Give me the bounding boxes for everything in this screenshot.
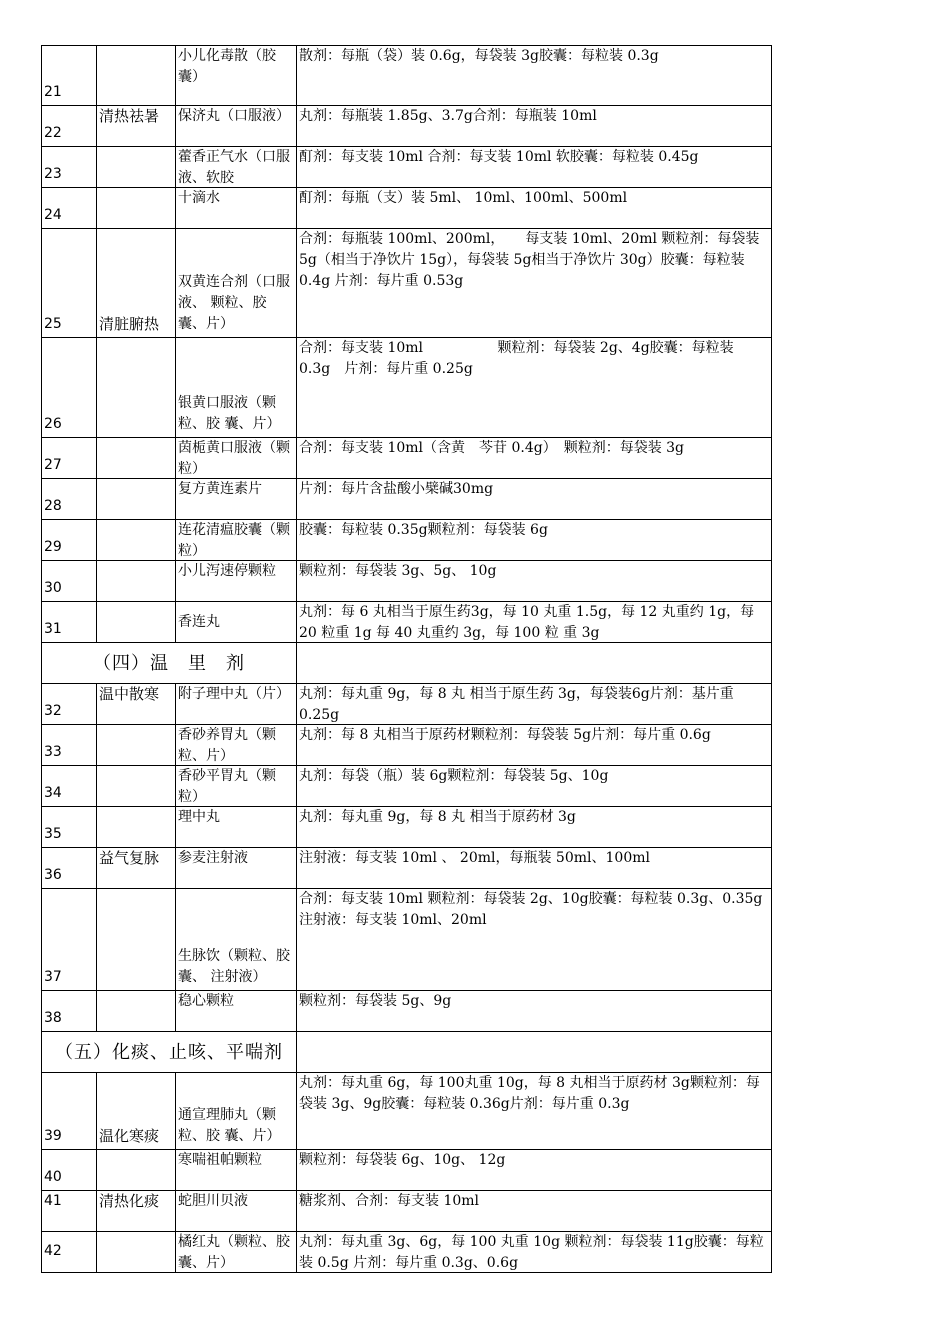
row-number-text: 37 bbox=[44, 969, 62, 985]
dosage-spec bbox=[297, 106, 772, 147]
drug-name-text: 生脉饮（颗粒、胶囊、 注射液） bbox=[178, 948, 290, 985]
table-row bbox=[42, 479, 772, 520]
dosage-spec-text: 酊剂：每支装 10ml 合剂：每支装 10ml 软胶囊：每粒装 0.45g bbox=[299, 149, 699, 165]
dosage-spec-text: 丸剂：每丸重 9g，每 8 丸 相当于原生药 3g，每袋装6g片剂：基片重 0.25g bbox=[299, 686, 734, 722]
dosage-spec-text: 合剂：每支装 10ml 颗粒剂：每袋装 2g、4g胶囊：每粒装 0.3g 片剂：每片重 0.25g bbox=[299, 340, 734, 377]
drug-name-text: 藿香正气水（口服液、软胶 bbox=[178, 149, 290, 185]
row-number bbox=[42, 147, 97, 188]
drug-name-text: 橘红丸（颗粒、胶囊、片） bbox=[178, 1234, 290, 1270]
row-number-text: 27 bbox=[44, 457, 62, 473]
drug-name bbox=[176, 889, 297, 991]
drug-name-text: 小儿泻速停颗粒 bbox=[178, 563, 276, 579]
dosage-spec bbox=[297, 991, 772, 1032]
table-row bbox=[42, 889, 772, 991]
row-number-text: 35 bbox=[44, 826, 62, 842]
dosage-spec bbox=[297, 807, 772, 848]
drug-name-text: 寒喘祖帕颗粒 bbox=[178, 1152, 262, 1168]
dosage-spec bbox=[297, 1150, 772, 1191]
category-cell bbox=[97, 438, 176, 479]
category-cell bbox=[97, 147, 176, 188]
dosage-spec-text: 酊剂：每瓶（支）装 5ml、 10ml、100ml、500ml bbox=[299, 190, 628, 206]
table-row bbox=[42, 438, 772, 479]
row-number bbox=[42, 229, 97, 338]
row-number bbox=[42, 766, 97, 807]
dosage-spec bbox=[297, 520, 772, 561]
row-number-text: 29 bbox=[44, 539, 62, 555]
drug-name bbox=[176, 438, 297, 479]
category-cell-text: 温化寒痰 bbox=[99, 1127, 160, 1145]
dosage-spec bbox=[297, 889, 772, 991]
table-row bbox=[42, 602, 772, 643]
table-row bbox=[42, 991, 772, 1032]
category-cell-text: 清热祛暑 bbox=[99, 107, 160, 125]
row-number-text: 34 bbox=[44, 785, 62, 801]
category-cell bbox=[97, 1073, 176, 1150]
row-number-text: 21 bbox=[44, 84, 62, 100]
drug-name-text: 香连丸 bbox=[178, 613, 220, 630]
row-number-text: 38 bbox=[44, 1010, 62, 1026]
category-cell bbox=[97, 807, 176, 848]
category-cell-text: 益气复脉 bbox=[99, 849, 160, 867]
row-number-text: 36 bbox=[44, 867, 62, 883]
row-number bbox=[42, 479, 97, 520]
dosage-spec-text: 丸剂：每丸重 9g，每 8 丸 相当于原药材 3g bbox=[299, 809, 576, 825]
drug-name-text: 保济丸（口服液） bbox=[178, 108, 290, 124]
dosage-spec-text: 注射液：每支装 10ml 、 20ml，每瓶装 50ml、100ml bbox=[299, 850, 650, 866]
category-cell bbox=[97, 188, 176, 229]
row-number bbox=[42, 991, 97, 1032]
section-spec-cell bbox=[297, 1032, 772, 1073]
table-row bbox=[42, 1150, 772, 1191]
table-row bbox=[42, 725, 772, 766]
table-row bbox=[42, 106, 772, 147]
row-number-text: 32 bbox=[44, 703, 62, 719]
section-spec-cell bbox=[297, 643, 772, 684]
drug-name-text: 附子理中丸（片） bbox=[178, 686, 290, 702]
drug-name-text: 香砂平胃丸（颗粒） bbox=[178, 768, 276, 804]
dosage-spec-text: 合剂：每支装 10ml（含黄 芩苷 0.4g） 颗粒剂：每袋装 3g bbox=[299, 440, 685, 456]
category-cell bbox=[97, 338, 176, 438]
category-cell bbox=[97, 479, 176, 520]
drug-name-text: 理中丸 bbox=[178, 809, 220, 825]
dosage-spec-text: 合剂：每瓶装 100ml、200ml， 每支装 10ml、20ml 颗粒剂：每袋装 5g（相当于净饮片 15g），每袋装 5g相当于净饮片 30g）胶囊：每粒装 0.4g 片剂：每片重 0.53g bbox=[299, 231, 760, 289]
row-number bbox=[42, 106, 97, 147]
row-number-text: 31 bbox=[44, 621, 62, 637]
drug-name bbox=[176, 991, 297, 1032]
dosage-spec bbox=[297, 848, 772, 889]
section-title: （四）温 里 剂 bbox=[42, 643, 297, 684]
row-number-text: 39 bbox=[44, 1128, 62, 1144]
row-number-text: 24 bbox=[44, 207, 62, 223]
drug-name bbox=[176, 1150, 297, 1191]
drug-name bbox=[176, 848, 297, 889]
category-cell-text: 清脏腑热 bbox=[99, 315, 160, 333]
dosage-spec bbox=[297, 46, 772, 106]
row-number bbox=[42, 1073, 97, 1150]
category-cell bbox=[97, 991, 176, 1032]
category-cell bbox=[97, 106, 176, 147]
dosage-spec bbox=[297, 1191, 772, 1232]
drug-name bbox=[176, 229, 297, 338]
row-number bbox=[42, 188, 97, 229]
table-row bbox=[42, 46, 772, 106]
drug-name-text: 小儿化毒散（胶囊） bbox=[178, 48, 276, 85]
dosage-spec-text: 丸剂：每丸重 6g，每 100丸重 10g，每 8 丸相当于原药材 3g颗粒剂：每袋装 3g、9g胶囊：每粒装 0.36g片剂：每片重 0.3g bbox=[299, 1075, 760, 1112]
table-row bbox=[42, 1073, 772, 1150]
dosage-spec bbox=[297, 229, 772, 338]
dosage-spec-text: 散剂：每瓶（袋）装 0.6g，每袋装 3g胶囊：每粒装 0.3g bbox=[299, 48, 659, 64]
drug-name bbox=[176, 807, 297, 848]
dosage-spec bbox=[297, 438, 772, 479]
dosage-spec-text: 丸剂：每丸重 3g、6g，每 100 丸重 10g 颗粒剂：每袋装 11g胶囊：每粒装 0.5g 片剂：每片重 0.3g、0.6g bbox=[299, 1234, 764, 1270]
dosage-spec bbox=[297, 479, 772, 520]
dosage-spec-text: 丸剂：每 6 丸相当于原生药3g，每 10 丸重 1.5g，每 12 丸重约 1g，每 20 粒重 1g 每 40 丸重约 3g，每 100 粒 重 3g bbox=[299, 604, 755, 640]
drug-name bbox=[176, 338, 297, 438]
drug-name-text: 复方黄连素片 bbox=[178, 481, 262, 497]
category-cell bbox=[97, 684, 176, 725]
table-row bbox=[42, 1191, 772, 1232]
row-number bbox=[42, 889, 97, 991]
dosage-spec bbox=[297, 561, 772, 602]
dosage-spec bbox=[297, 338, 772, 438]
drug-name-text: 稳心颗粒 bbox=[178, 993, 234, 1009]
drug-table bbox=[41, 45, 772, 1273]
drug-name-text: 蛇胆川贝液 bbox=[178, 1193, 248, 1209]
category-cell bbox=[97, 1232, 176, 1273]
drug-name-text: 连花清瘟胶囊（颗粒） bbox=[178, 522, 290, 558]
row-number-text: 25 bbox=[44, 316, 62, 332]
drug-name bbox=[176, 188, 297, 229]
table-row bbox=[42, 807, 772, 848]
row-number bbox=[42, 725, 97, 766]
row-number bbox=[42, 338, 97, 438]
table-row bbox=[42, 147, 772, 188]
drug-name-text: 通宣理肺丸（颗粒、胶 囊、片） bbox=[178, 1107, 281, 1144]
table-row bbox=[42, 684, 772, 725]
section-row bbox=[42, 1032, 772, 1073]
drug-name bbox=[176, 684, 297, 725]
drug-name bbox=[176, 725, 297, 766]
table-row bbox=[42, 561, 772, 602]
table-row bbox=[42, 520, 772, 561]
table-row bbox=[42, 338, 772, 438]
table-row bbox=[42, 1232, 772, 1273]
row-number-text: 40 bbox=[44, 1169, 62, 1185]
row-number-text: 22 bbox=[44, 125, 62, 141]
drug-name bbox=[176, 1232, 297, 1273]
row-number-text: 30 bbox=[44, 580, 62, 596]
row-number bbox=[42, 1150, 97, 1191]
row-number-text: 33 bbox=[44, 744, 62, 760]
category-cell bbox=[97, 602, 176, 643]
category-cell bbox=[97, 1150, 176, 1191]
drug-name bbox=[176, 766, 297, 807]
category-cell bbox=[97, 229, 176, 338]
dosage-spec-text: 胶囊：每粒装 0.35g颗粒剂：每袋装 6g bbox=[299, 522, 548, 538]
drug-name bbox=[176, 561, 297, 602]
category-cell bbox=[97, 561, 176, 602]
row-number-text: 41 bbox=[44, 1193, 62, 1209]
row-number bbox=[42, 561, 97, 602]
category-cell bbox=[97, 848, 176, 889]
row-number bbox=[42, 684, 97, 725]
drug-name-text: 银黄口服液（颗粒、胶 囊、片） bbox=[178, 395, 281, 432]
drug-table-body bbox=[42, 46, 772, 1273]
drug-name bbox=[176, 46, 297, 106]
drug-name bbox=[176, 106, 297, 147]
dosage-spec-text: 颗粒剂：每袋装 6g、10g、 12g bbox=[299, 1152, 506, 1168]
dosage-spec bbox=[297, 725, 772, 766]
drug-name bbox=[176, 1191, 297, 1232]
row-number bbox=[42, 438, 97, 479]
category-cell bbox=[97, 766, 176, 807]
table-row bbox=[42, 848, 772, 889]
row-number bbox=[42, 807, 97, 848]
dosage-spec bbox=[297, 602, 772, 643]
dosage-spec bbox=[297, 1073, 772, 1150]
drug-name-text: 参麦注射液 bbox=[178, 850, 248, 866]
category-cell bbox=[97, 46, 176, 106]
drug-name-text: 十滴水 bbox=[178, 190, 220, 206]
dosage-spec-text: 丸剂：每瓶装 1.85g、3.7g合剂：每瓶装 10ml bbox=[299, 108, 597, 124]
drug-name-text: 香砂养胃丸（颗粒、片） bbox=[178, 727, 276, 763]
row-number-text: 26 bbox=[44, 416, 62, 432]
section-row bbox=[42, 643, 772, 684]
dosage-spec-text: 颗粒剂：每袋装 5g、9g bbox=[299, 993, 452, 1009]
dosage-spec-text: 颗粒剂：每袋装 3g、5g、 10g bbox=[299, 563, 497, 579]
row-number bbox=[42, 1191, 97, 1232]
dosage-spec bbox=[297, 1232, 772, 1273]
dosage-spec-text: 片剂：每片含盐酸小檗碱30mg bbox=[299, 481, 494, 497]
row-number bbox=[42, 602, 97, 643]
dosage-spec-text: 合剂：每支装 10ml 颗粒剂：每袋装 2g、10g胶囊：每粒装 0.3g、0.35g 注射液：每支装 10ml、20ml bbox=[299, 891, 763, 928]
section-title: （五）化痰、止咳、平喘剂 bbox=[42, 1032, 297, 1073]
category-cell bbox=[97, 520, 176, 561]
row-number bbox=[42, 46, 97, 106]
row-number bbox=[42, 848, 97, 889]
category-cell-text: 清热化痰 bbox=[99, 1192, 160, 1210]
row-number-text: 28 bbox=[44, 498, 62, 514]
drug-name bbox=[176, 147, 297, 188]
row-number-text: 23 bbox=[44, 166, 62, 182]
drug-name bbox=[176, 602, 297, 643]
category-cell bbox=[97, 889, 176, 991]
dosage-spec-text: 糖浆剂、合剂：每支装 10ml bbox=[299, 1193, 480, 1209]
row-number bbox=[42, 520, 97, 561]
drug-name bbox=[176, 1073, 297, 1150]
dosage-spec bbox=[297, 766, 772, 807]
table-row bbox=[42, 229, 772, 338]
table-row bbox=[42, 766, 772, 807]
category-cell bbox=[97, 1191, 176, 1232]
row-number-text: 42 bbox=[44, 1242, 62, 1259]
drug-name bbox=[176, 479, 297, 520]
drug-name-text: 茵栀黄口服液（颗粒） bbox=[178, 440, 290, 476]
drug-name-text: 双黄连合剂（口服液、 颗粒、胶囊、片） bbox=[178, 274, 290, 332]
category-cell-text: 温中散寒 bbox=[99, 685, 160, 703]
category-cell bbox=[97, 725, 176, 766]
dosage-spec-text: 丸剂：每袋（瓶）装 6g颗粒剂：每袋装 5g、10g bbox=[299, 768, 609, 784]
dosage-spec bbox=[297, 188, 772, 229]
dosage-spec-text: 丸剂：每 8 丸相当于原药材颗粒剂：每袋装 5g片剂：每片重 0.6g bbox=[299, 727, 711, 743]
dosage-spec bbox=[297, 684, 772, 725]
dosage-spec bbox=[297, 147, 772, 188]
row-number bbox=[42, 1232, 97, 1273]
table-row bbox=[42, 188, 772, 229]
drug-name bbox=[176, 520, 297, 561]
